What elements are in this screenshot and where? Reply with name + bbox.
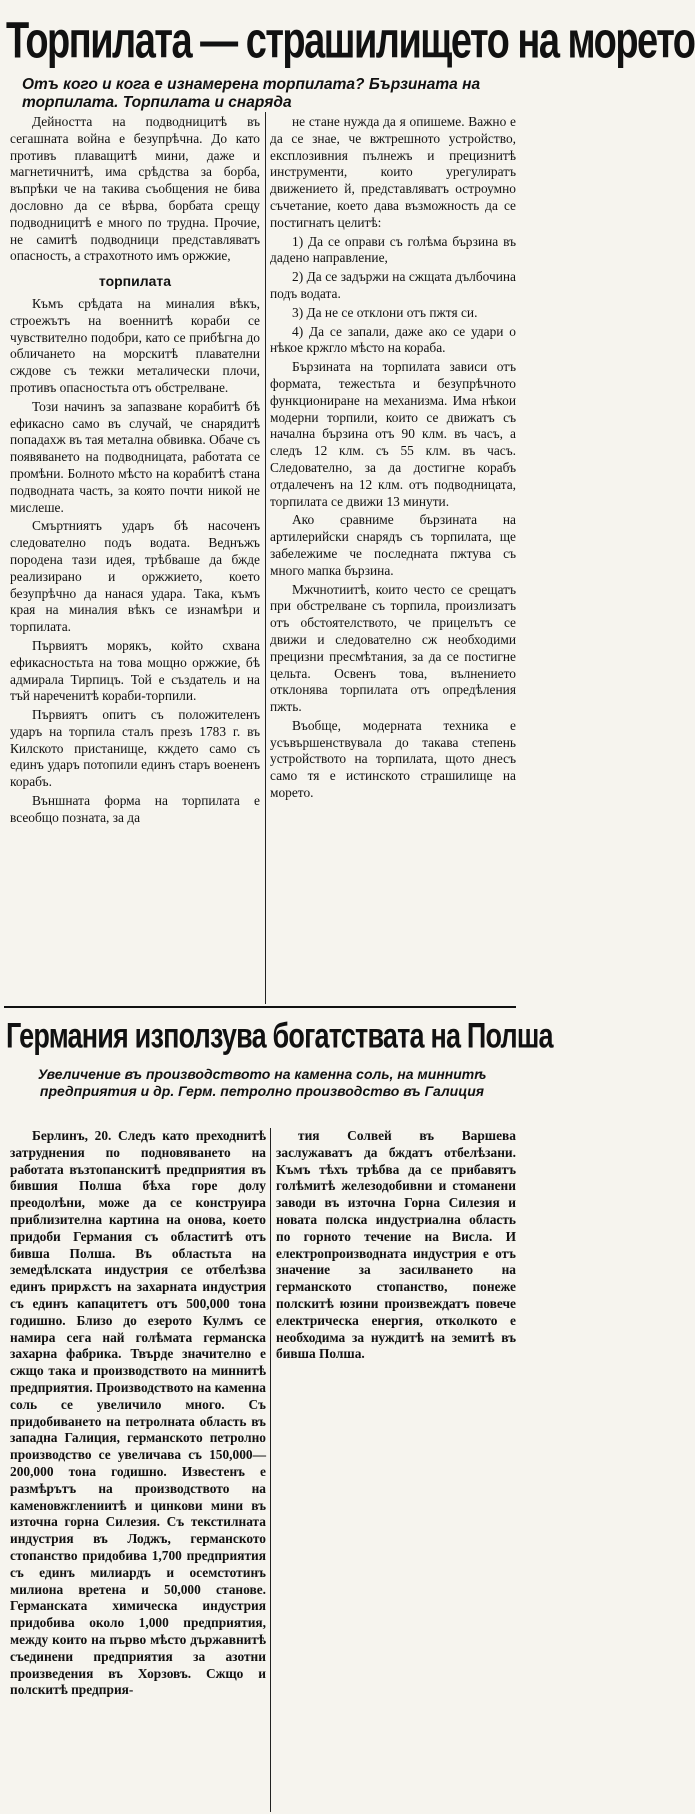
paragraph: Берлинъ, 20. Следъ като преходнитѣ затруднения по подновяването на работата възтопанскитѣ предприятия въ бившия Полша бѣха горе долу преодолѣни, може да се конструира приблизителна картина на онова, което придоби Германия съ областитѣ отъ бивша Полша. Въ областьта на земедѣлската индустрия се отбелѣзва единъ прирѫстъ на захарната индустрия съ единъ капацитетъ отъ 500,000 тона годишно. Близо до езерото Кулмъ се намира сега най голѣмата германска захарна фабрика. Твърде значително е сжщо така и производството на миннитѣ предприятия. Производството на каменна соль се увеличило много. Съ придобиването на петролната область въ западна Галиция, германското петролно производство се увеличава съ 150,000—200,000 тона годишно. Известенъ е размѣрътъ на производството на каменовжглениитѣ и цинкови мини въ източна горна Силезия. Съ текстилната индустрия въ Лоджъ, германското стопанство придобива 1,700 предприятия съ единъ милиардъ и осемстотинъ милиона вретена и 50,000 станове. Германската химическа индустрия придобива около 1,000 предприятия, между които на първо мѣсто държавнитѣ съединени предприятия за азотни произведения въ Хорзовъ. Сжщо и полскитѣ предприя- (10, 1128, 266, 1698)
article-column-right (276, 1128, 516, 1488)
article-column-left (10, 1128, 266, 1808)
article-subheadline: Увеличение въ производството на каменна соль, на миннитѣ предприятия и др. Герм. петролно производство въ Галиция (37, 1066, 487, 1099)
paragraph: Първиятъ морякъ, който схвана ефикасностьта на това мощно оржжие, бѣ адмирала Тирпицъ. Той е създатель и на тъй нареченитѣ кораби-торпили. (10, 637, 260, 704)
list-item: 4) Да се запали, даже ако се удари о нѣкое кржгло мѣсто на кораба. (270, 323, 516, 356)
article-headline: Торпилата — страшилището на морето (6, 12, 695, 70)
section-heading: торпилата (98, 273, 172, 290)
paragraph: Мжчнотиитѣ, които често се срещатъ при обстрелване съ торпила, произлизатъ отъ обстоятелството, че прицелътъ се движи и следователно сж необходими прецизни пресмѣтания, за да се постигне цельта. Освенъ това, вълнението отклонява торпилата отъ опредѣления пжть. (270, 581, 516, 715)
paragraph: не стане нужда да я опишеме. Важно е да се знае, че вжтрешното устройство, експлозивния пълнежъ и прецизнитѣ инструменти, които урегулиратъ движението й, представляватъ остроумно съчетание, което дава възможность да се постигнатъ целитѣ: (270, 114, 516, 230)
article-subheadline: Отъ кого и кога е изнамерена торпилата? Бързината на торпилата. Торпилата и снаряда (22, 76, 481, 111)
list-item: 3) Да не се отклони отъ пжтя си. (292, 304, 478, 320)
article-column-left (10, 114, 260, 1004)
article-headline: Германия използува богатствата на Полша (6, 1016, 553, 1056)
paragraph: Къмъ срѣдата на миналия вѣкъ, строежътъ на военнитѣ кораби се чувствително подобри, като се прибѣгна до обличането на морскитѣ плавателни сждове съ тежки металически плочи, противъ опасностьта отъ обстрелване. (10, 295, 260, 395)
list-item: 2) Да се задържи на сжщата дълбочина подъ водата. (270, 269, 516, 301)
column-divider (270, 1128, 271, 1812)
article-column-right (270, 114, 516, 1004)
paragraph: Дейността на подводницитѣ въ сегашната война е безупрѣчна. До като противъ плаващитѣ мини, даже и магнетичнитѣ, има срѣдства за борба, въпрѣки че на такива съобщения не бива дословно да се вѣрва, борбата срещу подводницитѣ е много по трудна. Прочие, не самитѣ подводници представляватъ опасность, а страхотното имъ оржжие, (10, 114, 260, 264)
paragraph: Ако сравниме бързината на артилерийски снарядъ съ торпилата, ще забележиме че последната пжтува съ много мапка бързина. (270, 512, 516, 578)
paragraph: Първиятъ опитъ съ положителенъ ударъ на торпила сталъ презъ 1783 г. въ Килското пристанище, кждето само съ единъ ударъ потопили единъ старъ воененъ корабъ. (10, 707, 260, 790)
column-divider (265, 112, 266, 1004)
paragraph: Външната форма на торпилата е всеобщо позната, за да (10, 793, 260, 825)
paragraph: тия Солвей въ Варшева заслужаватъ да бждатъ отбелѣзани. Къмъ тѣхъ трѣбва да се прибавятъ голѣмитѣ железодобивни и стоманени заводи въ източна Горна Силезия и новата полска индустриална область по горното течение на Висла. И електропроизводната индустрия е отъ значение за засилването на германското стопанство, понеже полскитѣ юзини произвеждатъ повече електрическа енергия, отколкото е необходима за нуждитѣ на земитѣ въ бивша Полша. (276, 1128, 516, 1362)
paragraph: Въобще, модерната техника е усъвършенствувала до такава степень устройството на торпилата, щото днесъ само тя е истинското страшилище на морето. (270, 717, 516, 801)
paragraph: Бързината на торпилата зависи отъ формата, тежестьта и безупрѣчното функциониране на механизма. Има нѣкои модерни торпили, които се движатъ съ начална бързина отъ 90 клм. въ часъ, а следъ 12 клм. съ 55 клм. въ часъ. Следователно, за да достигне корабъ отдалеченъ на 12 клм. отъ подводницата, торпилата се движи 13 минути. (270, 359, 516, 509)
article-separator (4, 1006, 516, 1008)
paragraph: Този начинъ за запазване корабитѣ бѣ ефикасно само въ случай, че снарядитѣ попадахж въ тая метална обвивка. Обаче съ появяването на подводницата, работата се промѣни. Болното мѣсто на корабитѣ стана подводната часть, за която почти никой не мислеше. (10, 398, 260, 515)
list-item: 1) Да се оправи съ голѣма бързина въ дадено направление, (270, 233, 516, 266)
paragraph: Смъртниятъ ударъ бѣ насоченъ следователно подъ водата. Веднъжъ породена тази идея, трѣбваше да бжде реализирано и оржжието, което безупрѣчно да нанася удара. Така, къмъ края на миналия вѣкъ се изнамѣри и торпилата. (10, 518, 260, 635)
